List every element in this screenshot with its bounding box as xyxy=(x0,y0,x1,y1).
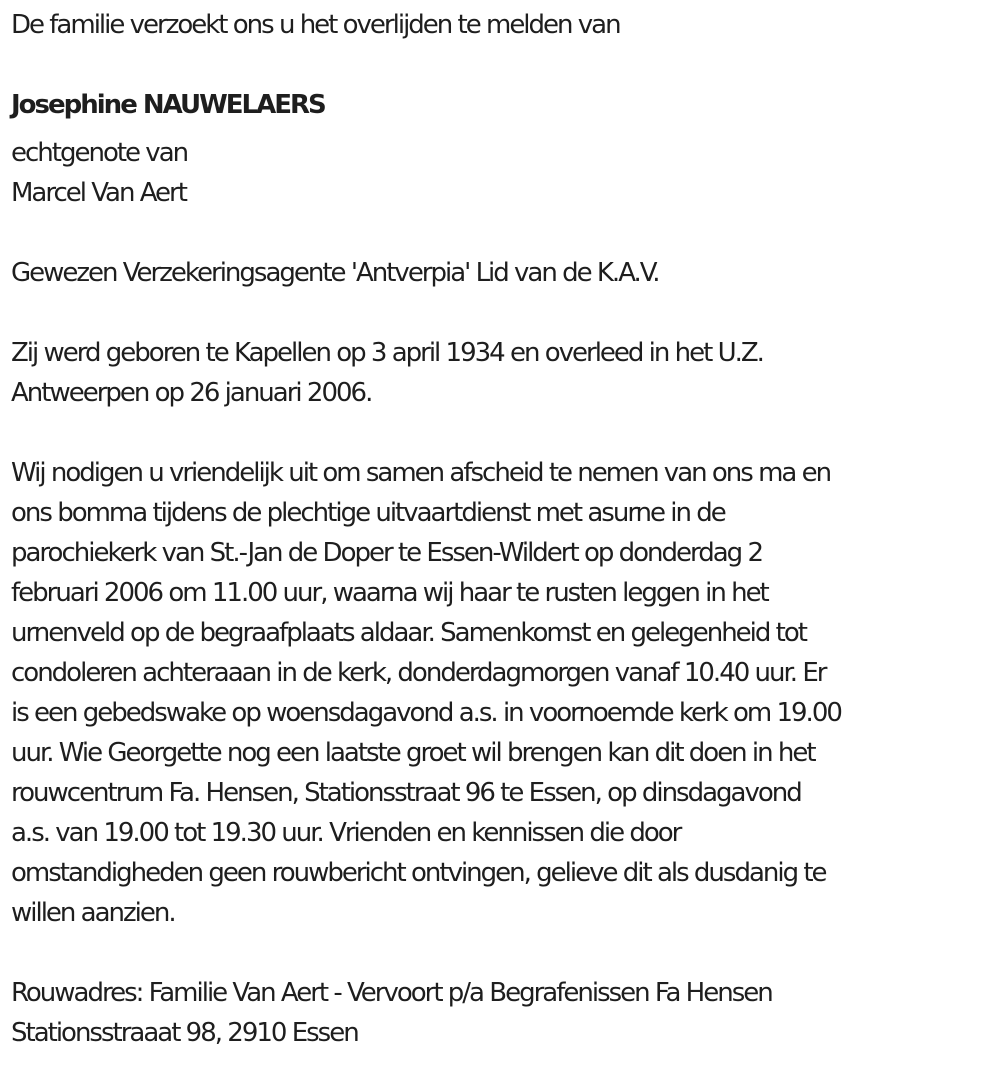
paragraph-line: is een gebedswake op woensdagavond a.s. in voornoemde kerk om 19.00 xyxy=(11,698,841,728)
paragraph-line: rouwcentrum Fa. Hensen, Stationsstraat 96 te Essen, op dinsdagavond xyxy=(11,778,801,808)
paragraph-line: a.s. van 19.00 tot 19.30 uur. Vrienden en kennissen die door xyxy=(11,818,681,848)
paragraph-line: urnenveld op de begraafplaats aldaar. Samenkomst en gelegenheid tot xyxy=(11,618,806,648)
obituary-notice xyxy=(11,5,996,1053)
paragraph-line: omstandigheden geen rouwbericht ontvingen, gelieve dit als dusdanig te xyxy=(11,858,826,888)
paragraph-line: condoleren achteraaan in de kerk, donderdagmorgen vanaf 10.40 uur. Er xyxy=(11,658,826,688)
paragraph-line: Rouwadres: Familie Van Aert - Vervoort p/a Begrafenissen Fa Hensen xyxy=(11,978,772,1008)
paragraph-line: Zij werd geboren te Kapellen op 3 april 1934 en overleed in het U.Z. xyxy=(11,338,763,368)
invitation-paragraph xyxy=(11,453,996,933)
funeral-address xyxy=(11,973,996,1053)
paragraph-line: Wij nodigen u vriendelijk uit om samen afscheid te nemen van ons ma en xyxy=(11,458,831,488)
intro-text: De familie verzoekt ons u het overlijden te melden van xyxy=(11,10,620,40)
paragraph-line: februari 2006 om 11.00 uur, waarna wij haar te rusten leggen in het xyxy=(11,578,768,608)
paragraph-line: Antweerpen op 26 januari 2006. xyxy=(11,378,372,408)
paragraph-line: uur. Wie Georgette nog een laatste groet wil brengen kan dit doen in het xyxy=(11,738,815,768)
paragraph-line: willen aanzien. xyxy=(11,898,175,928)
deceased-name: Josephine NAUWELAERS xyxy=(11,90,325,120)
birth-death-paragraph xyxy=(11,333,996,413)
paragraph-line: Stationsstraaat 98, 2910 Essen xyxy=(11,1018,358,1048)
spouse-name: Marcel Van Aert xyxy=(11,178,186,208)
relation-text: echtgenote van xyxy=(11,138,188,168)
paragraph-line: parochiekerk van St.-Jan de Doper te Essen-Wildert op donderdag 2 xyxy=(11,538,762,568)
occupation-text: Gewezen Verzekeringsagente 'Antverpia' Lid van de K.A.V. xyxy=(11,258,659,288)
paragraph-line: ons bomma tijdens de plechtige uitvaartdienst met asurne in de xyxy=(11,498,725,528)
